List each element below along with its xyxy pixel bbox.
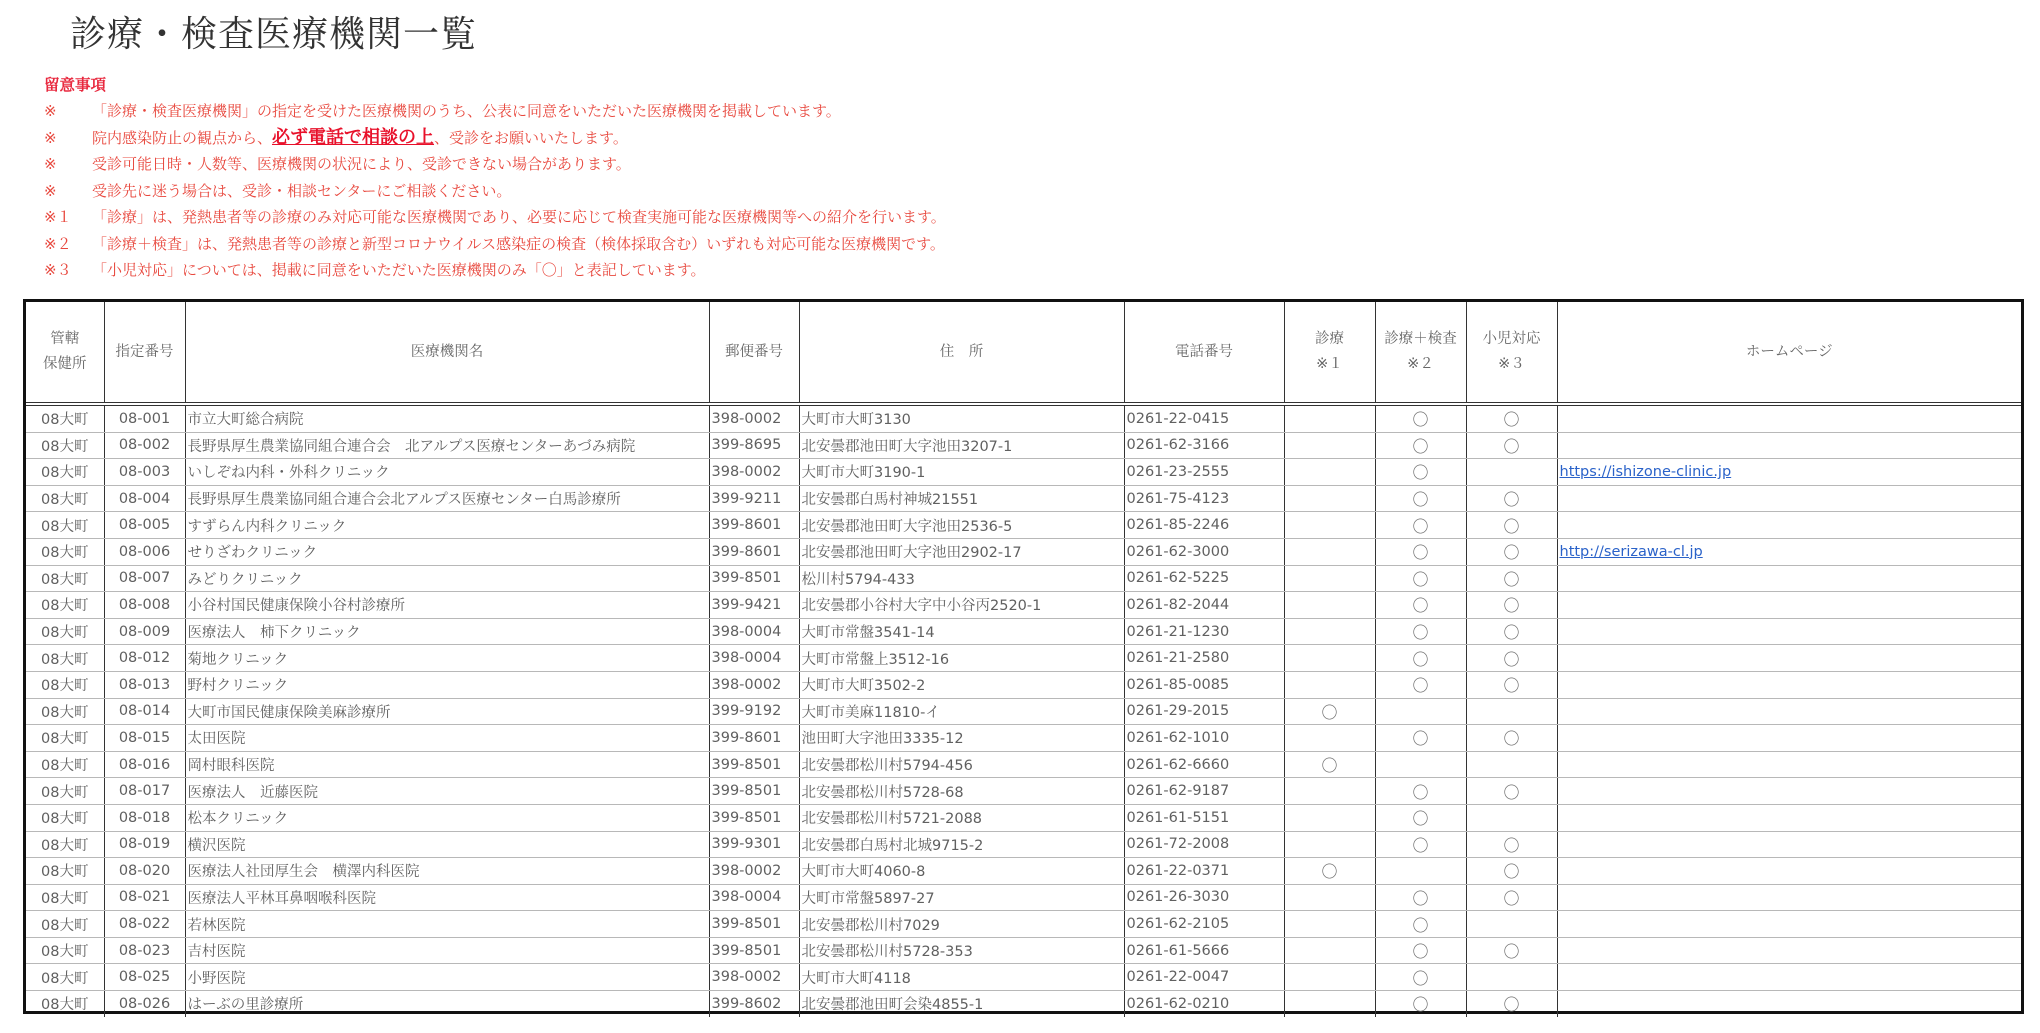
- cell-shoni: [1466, 459, 1557, 486]
- cell-postal: 399-8695: [709, 432, 799, 459]
- table-row: [26, 618, 2021, 645]
- cell-number: 08-019: [104, 831, 185, 858]
- cell-hokenjo: 08大町: [26, 698, 104, 725]
- cell-homepage: [1557, 884, 2021, 911]
- cell-postal: 398-0004: [709, 618, 799, 645]
- cell-name: はーぶの里診療所: [185, 991, 709, 1017]
- cell-homepage: [1557, 645, 2021, 672]
- cell-shinryo: 〇: [1284, 858, 1375, 885]
- notes-heading: 留意事項: [44, 76, 107, 94]
- table-row: [26, 592, 2021, 619]
- cell-address: 大町市大町3130: [799, 404, 1124, 432]
- notes-section: [44, 72, 946, 284]
- cell-kensa: 〇: [1375, 432, 1466, 459]
- cell-shinryo: [1284, 991, 1375, 1017]
- cell-homepage: [1557, 618, 2021, 645]
- cell-postal: 398-0002: [709, 671, 799, 698]
- cell-name: 医療法人 近藤医院: [185, 778, 709, 805]
- header-kensa: 診療＋検査 ※２: [1375, 302, 1466, 404]
- cell-phone: 0261-21-2580: [1124, 645, 1284, 672]
- cell-address: 大町市常盤上3512-16: [799, 645, 1124, 672]
- note-mark: ※: [44, 128, 57, 147]
- cell-hokenjo: 08大町: [26, 911, 104, 938]
- cell-shinryo: [1284, 459, 1375, 486]
- note-text: 「診療・検査医療機関」の指定を受けた医療機関のうち、公表に同意をいただいた医療機関を掲載しています。: [92, 102, 841, 120]
- cell-hokenjo: 08大町: [26, 592, 104, 619]
- cell-phone: 0261-29-2015: [1124, 698, 1284, 725]
- cell-number: 08-016: [104, 751, 185, 778]
- cell-number: 08-009: [104, 618, 185, 645]
- header-name: 医療機関名: [185, 302, 709, 404]
- cell-phone: 0261-82-2044: [1124, 592, 1284, 619]
- cell-postal: 398-0002: [709, 964, 799, 991]
- cell-postal: 399-8501: [709, 565, 799, 592]
- header-number: 指定番号: [104, 302, 185, 404]
- cell-hokenjo: 08大町: [26, 964, 104, 991]
- cell-kensa: 〇: [1375, 459, 1466, 486]
- cell-hokenjo: 08大町: [26, 778, 104, 805]
- cell-postal: 398-0002: [709, 459, 799, 486]
- note-item: [44, 257, 946, 284]
- cell-address: 北安曇郡白馬村神城21551: [799, 485, 1124, 512]
- note-text: 受診先に迷う場合は、受診・相談センターにご相談ください。: [92, 181, 512, 200]
- cell-kensa: 〇: [1375, 778, 1466, 805]
- note-text: 「小児対応」については、掲載に同意をいただいた医療機関のみ「〇」と表記しています。: [92, 261, 706, 279]
- cell-kensa: 〇: [1375, 618, 1466, 645]
- cell-kensa: 〇: [1375, 964, 1466, 991]
- note-text: 「診療＋検査」は、発熱患者等の診療と新型コロナウイルス感染症の検査（検体採取含む）いずれも対応可能な医療機関です。: [92, 234, 945, 253]
- cell-shoni: 〇: [1466, 778, 1557, 805]
- table-row: [26, 884, 2021, 911]
- header-shinryo: 診療 ※１: [1284, 302, 1375, 404]
- cell-postal: 398-0004: [709, 645, 799, 672]
- cell-address: 北安曇郡松川村5728-68: [799, 778, 1124, 805]
- cell-postal: 399-8501: [709, 778, 799, 805]
- cell-shoni: 〇: [1466, 538, 1557, 565]
- cell-number: 08-008: [104, 592, 185, 619]
- table-row: [26, 645, 2021, 672]
- cell-postal: 399-8601: [709, 725, 799, 752]
- homepage-link[interactable]: http://serizawa-cl.jp: [1559, 543, 1703, 560]
- table-row: [26, 459, 2021, 486]
- cell-hokenjo: 08大町: [26, 671, 104, 698]
- cell-phone: 0261-21-1230: [1124, 618, 1284, 645]
- note-item: [44, 178, 946, 205]
- note-text: 受診可能日時・人数等、医療機関の状況により、受診できない場合があります。: [92, 155, 631, 173]
- cell-name: 長野県厚生農業協同組合連合会 北アルプス医療センターあづみ病院: [185, 432, 709, 459]
- cell-homepage: [1557, 538, 2021, 565]
- cell-shinryo: [1284, 804, 1375, 831]
- cell-number: 08-023: [104, 937, 185, 964]
- cell-postal: 399-9421: [709, 592, 799, 619]
- cell-phone: 0261-22-0415: [1124, 404, 1284, 432]
- cell-name: 大町市国民健康保険美麻診療所: [185, 698, 709, 725]
- cell-number: 08-025: [104, 964, 185, 991]
- table-row: [26, 991, 2021, 1017]
- cell-hokenjo: 08大町: [26, 618, 104, 645]
- header-postal: 郵便番号: [709, 302, 799, 404]
- cell-homepage: [1557, 698, 2021, 725]
- cell-shinryo: [1284, 831, 1375, 858]
- cell-kensa: [1375, 698, 1466, 725]
- cell-homepage: [1557, 671, 2021, 698]
- cell-shinryo: [1284, 538, 1375, 565]
- cell-hokenjo: 08大町: [26, 858, 104, 885]
- cell-address: 北安曇郡池田町大字池田2536-5: [799, 512, 1124, 539]
- header-address: 住 所: [799, 302, 1124, 404]
- cell-kensa: 〇: [1375, 831, 1466, 858]
- table-row: [26, 725, 2021, 752]
- cell-number: 08-001: [104, 404, 185, 432]
- cell-kensa: 〇: [1375, 404, 1466, 432]
- cell-number: 08-022: [104, 911, 185, 938]
- table-row: [26, 858, 2021, 885]
- cell-phone: 0261-62-1010: [1124, 725, 1284, 752]
- cell-shoni: [1466, 698, 1557, 725]
- cell-shoni: [1466, 911, 1557, 938]
- cell-shoni: 〇: [1466, 432, 1557, 459]
- cell-shoni: 〇: [1466, 831, 1557, 858]
- cell-hokenjo: 08大町: [26, 751, 104, 778]
- cell-hokenjo: 08大町: [26, 432, 104, 459]
- table-row: [26, 512, 2021, 539]
- cell-address: 北安曇郡池田町大字池田3207-1: [799, 432, 1124, 459]
- cell-address: 大町市大町4118: [799, 964, 1124, 991]
- cell-address: 北安曇郡松川村7029: [799, 911, 1124, 938]
- cell-name: 横沢医院: [185, 831, 709, 858]
- cell-postal: 399-8501: [709, 804, 799, 831]
- cell-hokenjo: 08大町: [26, 459, 104, 486]
- note-item: [44, 231, 946, 258]
- cell-kensa: 〇: [1375, 512, 1466, 539]
- cell-kensa: 〇: [1375, 538, 1466, 565]
- cell-shinryo: [1284, 671, 1375, 698]
- cell-name: 医療法人社団厚生会 横澤内科医院: [185, 858, 709, 885]
- cell-kensa: 〇: [1375, 884, 1466, 911]
- cell-shinryo: [1284, 404, 1375, 432]
- cell-name: いしぞね内科・外科クリニック: [185, 459, 709, 486]
- note-item: [44, 98, 946, 125]
- note-text-after: 、受診をお願いいたします。: [434, 128, 628, 147]
- table-row: [26, 404, 2021, 432]
- cell-shoni: 〇: [1466, 645, 1557, 672]
- cell-kensa: [1375, 858, 1466, 885]
- note-mark: ※３: [44, 261, 72, 279]
- cell-shinryo: [1284, 618, 1375, 645]
- cell-hokenjo: 08大町: [26, 485, 104, 512]
- cell-shoni: [1466, 804, 1557, 831]
- table-row: [26, 911, 2021, 938]
- cell-shinryo: 〇: [1284, 698, 1375, 725]
- cell-hokenjo: 08大町: [26, 565, 104, 592]
- cell-postal: 399-8602: [709, 991, 799, 1017]
- cell-shoni: 〇: [1466, 725, 1557, 752]
- cell-name: 医療法人 柿下クリニック: [185, 618, 709, 645]
- cell-homepage: [1557, 804, 2021, 831]
- cell-address: 北安曇郡池田町大字池田2902-17: [799, 538, 1124, 565]
- cell-address: 大町市常盤5897-27: [799, 884, 1124, 911]
- cell-phone: 0261-62-2105: [1124, 911, 1284, 938]
- cell-homepage: [1557, 831, 2021, 858]
- table-row: [26, 964, 2021, 991]
- cell-number: 08-014: [104, 698, 185, 725]
- cell-number: 08-003: [104, 459, 185, 486]
- note-text: [92, 125, 628, 152]
- cell-name: せりざわクリニック: [185, 538, 709, 565]
- note-item: [44, 151, 946, 178]
- cell-address: 北安曇郡小谷村大字中小谷丙2520-1: [799, 592, 1124, 619]
- cell-shoni: 〇: [1466, 512, 1557, 539]
- cell-number: 08-018: [104, 804, 185, 831]
- cell-name: みどりクリニック: [185, 565, 709, 592]
- header-shoni: 小児対応 ※３: [1466, 302, 1557, 404]
- note-mark: ※: [44, 155, 57, 173]
- cell-shoni: 〇: [1466, 592, 1557, 619]
- cell-number: 08-007: [104, 565, 185, 592]
- table-row: [26, 432, 2021, 459]
- cell-postal: 399-8501: [709, 911, 799, 938]
- table-row: [26, 751, 2021, 778]
- cell-homepage: [1557, 778, 2021, 805]
- cell-shinryo: 〇: [1284, 751, 1375, 778]
- cell-shoni: [1466, 964, 1557, 991]
- cell-address: 北安曇郡松川村5794-456: [799, 751, 1124, 778]
- cell-homepage: [1557, 512, 2021, 539]
- cell-shoni: [1466, 751, 1557, 778]
- cell-number: 08-013: [104, 671, 185, 698]
- cell-phone: 0261-62-0210: [1124, 991, 1284, 1017]
- cell-shoni: 〇: [1466, 937, 1557, 964]
- note-text-before: 院内感染防止の観点から、: [92, 128, 273, 147]
- table-row: [26, 831, 2021, 858]
- cell-shoni: 〇: [1466, 671, 1557, 698]
- cell-postal: 399-8601: [709, 512, 799, 539]
- cell-address: 大町市大町4060-8: [799, 858, 1124, 885]
- cell-shinryo: [1284, 911, 1375, 938]
- cell-postal: 399-9301: [709, 831, 799, 858]
- cell-number: 08-020: [104, 858, 185, 885]
- cell-phone: 0261-75-4123: [1124, 485, 1284, 512]
- cell-address: 大町市大町3502-2: [799, 671, 1124, 698]
- cell-phone: 0261-61-5151: [1124, 804, 1284, 831]
- cell-name: 若林医院: [185, 911, 709, 938]
- cell-number: 08-012: [104, 645, 185, 672]
- cell-postal: 399-9192: [709, 698, 799, 725]
- cell-phone: 0261-26-3030: [1124, 884, 1284, 911]
- cell-homepage: [1557, 991, 2021, 1017]
- cell-kensa: 〇: [1375, 565, 1466, 592]
- cell-homepage: [1557, 937, 2021, 964]
- cell-shinryo: [1284, 778, 1375, 805]
- cell-name: 吉村医院: [185, 937, 709, 964]
- cell-homepage: [1557, 459, 2021, 486]
- cell-number: 08-026: [104, 991, 185, 1017]
- cell-phone: 0261-62-6660: [1124, 751, 1284, 778]
- cell-shinryo: [1284, 485, 1375, 512]
- cell-kensa: [1375, 751, 1466, 778]
- cell-phone: 0261-61-5666: [1124, 937, 1284, 964]
- cell-shoni: 〇: [1466, 991, 1557, 1017]
- note-item: [44, 204, 946, 231]
- cell-name: 岡村眼科医院: [185, 751, 709, 778]
- cell-homepage: [1557, 404, 2021, 432]
- cell-name: 小野医院: [185, 964, 709, 991]
- cell-name: 医療法人平林耳鼻咽喉科医院: [185, 884, 709, 911]
- table-header-row: [26, 302, 2021, 404]
- cell-number: 08-004: [104, 485, 185, 512]
- cell-kensa: 〇: [1375, 671, 1466, 698]
- table-row: [26, 937, 2021, 964]
- cell-hokenjo: 08大町: [26, 804, 104, 831]
- cell-kensa: 〇: [1375, 804, 1466, 831]
- cell-homepage: [1557, 858, 2021, 885]
- cell-phone: 0261-62-3000: [1124, 538, 1284, 565]
- cell-name: すずらん内科クリニック: [185, 512, 709, 539]
- cell-homepage: [1557, 964, 2021, 991]
- header-homepage: ホームページ: [1557, 302, 2021, 404]
- cell-address: 北安曇郡松川村5721-2088: [799, 804, 1124, 831]
- cell-phone: 0261-62-5225: [1124, 565, 1284, 592]
- cell-homepage: [1557, 751, 2021, 778]
- cell-hokenjo: 08大町: [26, 725, 104, 752]
- cell-address: 松川村5794-433: [799, 565, 1124, 592]
- cell-hokenjo: 08大町: [26, 404, 104, 432]
- cell-address: 北安曇郡池田町会染4855-1: [799, 991, 1124, 1017]
- cell-phone: 0261-22-0371: [1124, 858, 1284, 885]
- cell-hokenjo: 08大町: [26, 645, 104, 672]
- cell-hokenjo: 08大町: [26, 937, 104, 964]
- cell-postal: 398-0004: [709, 884, 799, 911]
- cell-name: 長野県厚生農業協同組合連合会北アルプス医療センター白馬診療所: [185, 485, 709, 512]
- cell-shinryo: [1284, 884, 1375, 911]
- cell-number: 08-021: [104, 884, 185, 911]
- page-title: 診療・検査医療機関一覧: [70, 14, 478, 55]
- table-row: [26, 565, 2021, 592]
- cell-homepage: [1557, 592, 2021, 619]
- cell-address: 大町市大町3190-1: [799, 459, 1124, 486]
- cell-kensa: 〇: [1375, 592, 1466, 619]
- cell-shinryo: [1284, 592, 1375, 619]
- cell-hokenjo: 08大町: [26, 831, 104, 858]
- table-row: [26, 698, 2021, 725]
- cell-homepage: [1557, 432, 2021, 459]
- cell-postal: 399-8601: [709, 538, 799, 565]
- cell-phone: 0261-22-0047: [1124, 964, 1284, 991]
- cell-kensa: 〇: [1375, 937, 1466, 964]
- cell-postal: 399-8501: [709, 751, 799, 778]
- cell-hokenjo: 08大町: [26, 884, 104, 911]
- cell-address: 大町市美麻11810-イ: [799, 698, 1124, 725]
- institution-table: [23, 299, 2024, 1014]
- homepage-link[interactable]: https://ishizone-clinic.jp: [1559, 463, 1732, 480]
- cell-hokenjo: 08大町: [26, 991, 104, 1017]
- note-mark: ※２: [44, 234, 72, 253]
- cell-number: 08-005: [104, 512, 185, 539]
- cell-address: 大町市常盤3541-14: [799, 618, 1124, 645]
- cell-number: 08-015: [104, 725, 185, 752]
- cell-homepage: [1557, 485, 2021, 512]
- cell-address: 北安曇郡白馬村北城9715-2: [799, 831, 1124, 858]
- table-row: [26, 485, 2021, 512]
- cell-hokenjo: 08大町: [26, 538, 104, 565]
- cell-shinryo: [1284, 937, 1375, 964]
- cell-kensa: 〇: [1375, 645, 1466, 672]
- cell-kensa: 〇: [1375, 991, 1466, 1017]
- header-hokenjo: 管轄 保健所: [26, 302, 104, 404]
- cell-shoni: 〇: [1466, 618, 1557, 645]
- note-emphasis: 必ず電話で相談の上: [272, 126, 435, 148]
- cell-shinryo: [1284, 645, 1375, 672]
- cell-phone: 0261-62-3166: [1124, 432, 1284, 459]
- note-mark: ※: [44, 102, 57, 120]
- cell-phone: 0261-62-9187: [1124, 778, 1284, 805]
- cell-shoni: 〇: [1466, 485, 1557, 512]
- cell-kensa: 〇: [1375, 911, 1466, 938]
- cell-shoni: 〇: [1466, 884, 1557, 911]
- table-row: [26, 804, 2021, 831]
- cell-shoni: 〇: [1466, 565, 1557, 592]
- cell-postal: 399-9211: [709, 485, 799, 512]
- cell-homepage: [1557, 911, 2021, 938]
- cell-homepage: [1557, 725, 2021, 752]
- cell-shinryo: [1284, 512, 1375, 539]
- note-item: [44, 125, 946, 152]
- cell-name: 小谷村国民健康保険小谷村診療所: [185, 592, 709, 619]
- table-row: [26, 671, 2021, 698]
- table-row: [26, 538, 2021, 565]
- cell-shinryo: [1284, 565, 1375, 592]
- note-mark: ※１: [44, 208, 72, 226]
- cell-postal: 398-0002: [709, 404, 799, 432]
- note-text: 「診療」は、発熱患者等の診療のみ対応可能な医療機関であり、必要に応じて検査実施可能な医療機関等への紹介を行います。: [92, 208, 946, 226]
- cell-homepage: [1557, 565, 2021, 592]
- cell-postal: 398-0002: [709, 858, 799, 885]
- cell-shoni: 〇: [1466, 858, 1557, 885]
- cell-name: 松本クリニック: [185, 804, 709, 831]
- cell-name: 太田医院: [185, 725, 709, 752]
- cell-number: 08-006: [104, 538, 185, 565]
- cell-phone: 0261-72-2008: [1124, 831, 1284, 858]
- note-mark: ※: [44, 181, 57, 200]
- cell-address: 池田町大字池田3335-12: [799, 725, 1124, 752]
- header-phone: 電話番号: [1124, 302, 1284, 404]
- cell-hokenjo: 08大町: [26, 512, 104, 539]
- cell-name: 市立大町総合病院: [185, 404, 709, 432]
- cell-phone: 0261-23-2555: [1124, 459, 1284, 486]
- cell-number: 08-017: [104, 778, 185, 805]
- cell-shoni: 〇: [1466, 404, 1557, 432]
- table-body: [26, 404, 2021, 1017]
- cell-phone: 0261-85-0085: [1124, 671, 1284, 698]
- cell-address: 北安曇郡松川村5728-353: [799, 937, 1124, 964]
- cell-name: 野村クリニック: [185, 671, 709, 698]
- cell-shinryo: [1284, 964, 1375, 991]
- cell-shinryo: [1284, 725, 1375, 752]
- cell-name: 菊地クリニック: [185, 645, 709, 672]
- cell-postal: 399-8501: [709, 937, 799, 964]
- cell-kensa: 〇: [1375, 725, 1466, 752]
- cell-number: 08-002: [104, 432, 185, 459]
- cell-phone: 0261-85-2246: [1124, 512, 1284, 539]
- cell-shinryo: [1284, 432, 1375, 459]
- cell-kensa: 〇: [1375, 485, 1466, 512]
- table-row: [26, 778, 2021, 805]
